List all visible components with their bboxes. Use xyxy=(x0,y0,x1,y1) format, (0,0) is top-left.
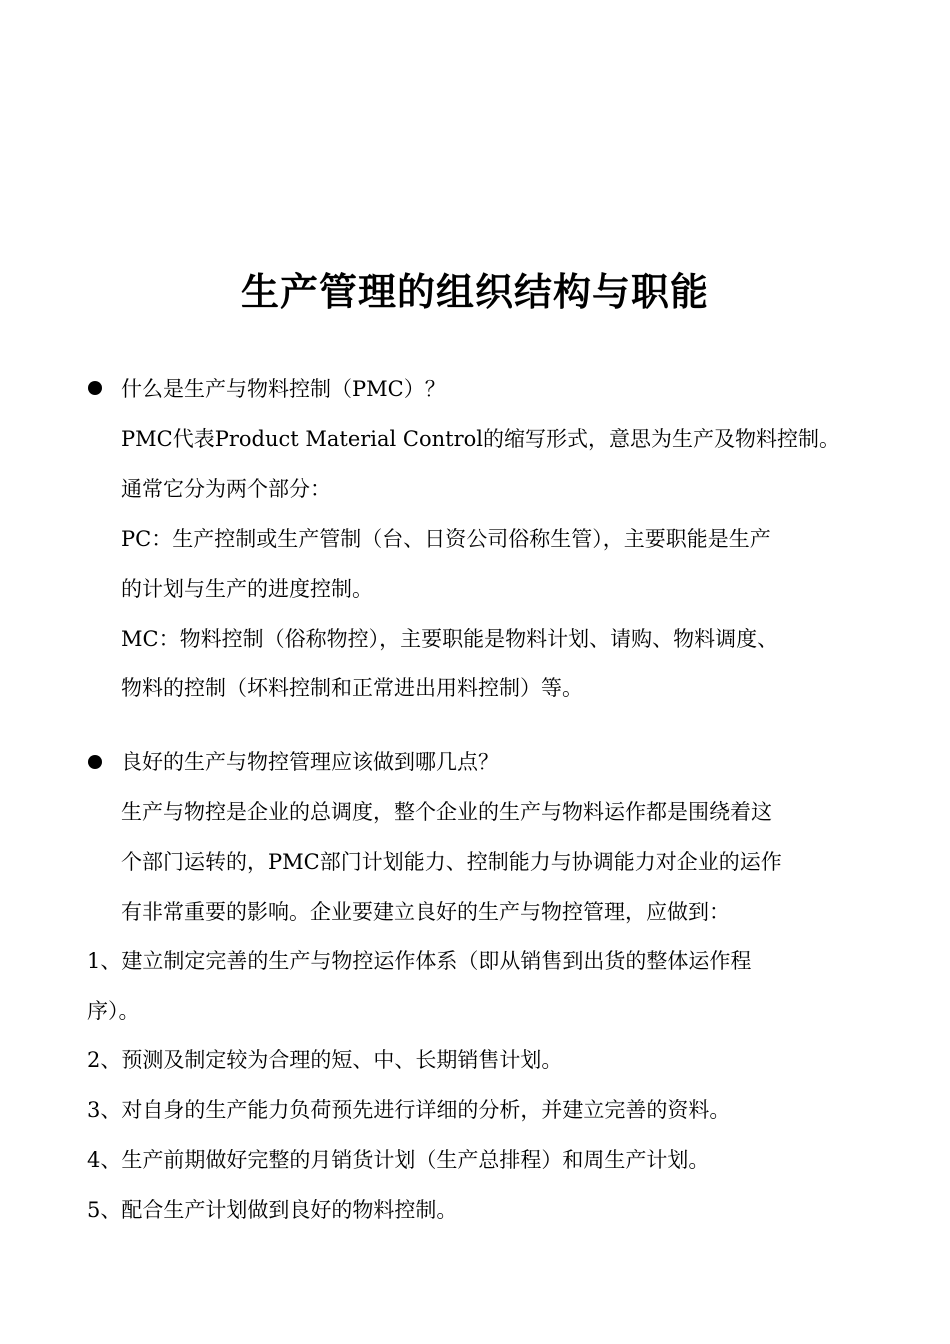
list-item: 序）。 xyxy=(87,999,140,1023)
list-item: 1、建立制定完善的生产与物控运作体系（即从销售到出货的整体运作程 xyxy=(87,949,752,973)
document-title: 生产管理的组织结构与职能 xyxy=(240,270,709,314)
bullet-icon xyxy=(88,755,102,769)
section1-line: 的计划与生产的进度控制。 xyxy=(121,577,373,601)
section1-heading: 什么是生产与物料控制（PMC）？ xyxy=(121,377,446,401)
list-item: 4、生产前期做好完整的月销货计划（生产总排程）和周生产计划。 xyxy=(87,1148,710,1172)
list-item: 2、预测及制定较为合理的短、中、长期销售计划。 xyxy=(87,1048,563,1072)
section1-line: MC：物料控制（俗称物控），主要职能是物料计划、请购、物料调度、 xyxy=(121,627,779,651)
list-item: 5、配合生产计划做到良好的物料控制。 xyxy=(87,1198,458,1222)
section1-line: PMC代表Product Material Control的缩写形式，意思为生产及物料控制。 xyxy=(121,427,840,451)
section1-line: 物料的控制（坏料控制和正常进出用料控制）等。 xyxy=(121,676,583,700)
section1-line: PC：生产控制或生产管制（台、日资公司俗称生管），主要职能是生产 xyxy=(121,527,771,551)
section2-line: 有非常重要的影响。企业要建立良好的生产与物控管理，应做到： xyxy=(121,900,730,924)
section2-line: 个部门运转的，PMC部门计划能力、控制能力与协调能力对企业的运作 xyxy=(121,850,782,874)
section2-heading: 良好的生产与物控管理应该做到哪几点？ xyxy=(121,750,499,774)
bullet-icon xyxy=(88,381,102,395)
section2-line: 生产与物控是企业的总调度，整个企业的生产与物料运作都是围绕着这 xyxy=(121,800,772,824)
section1-line: 通常它分为两个部分： xyxy=(121,477,331,501)
list-item: 3、对自身的生产能力负荷预先进行详细的分析，并建立完善的资料。 xyxy=(87,1098,731,1122)
